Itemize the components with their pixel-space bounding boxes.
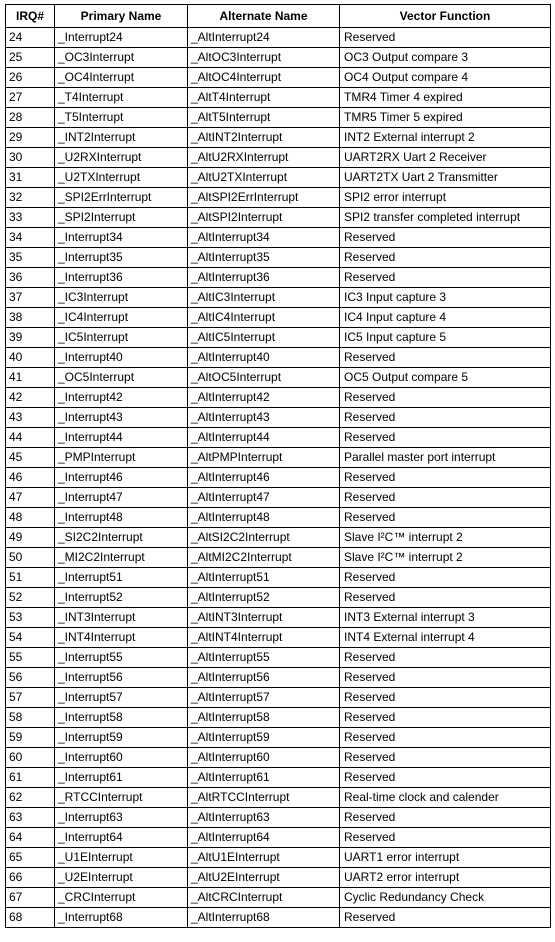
- vector-function-cell: INT2 External interrupt 2: [340, 128, 551, 148]
- irq-number-cell: 65: [6, 848, 55, 868]
- irq-number-cell: 40: [6, 348, 55, 368]
- table-row: [6, 768, 551, 788]
- alternate-name-cell: _AltInterrupt52: [188, 588, 340, 608]
- irq-number-cell: 27: [6, 88, 55, 108]
- alternate-name-cell: _AltMI2C2Interrupt: [188, 548, 340, 568]
- irq-number-cell: 36: [6, 268, 55, 288]
- primary-name-cell: _RTCCInterrupt: [55, 788, 188, 808]
- table-row: [6, 908, 551, 928]
- alternate-name-cell: _AltInterrupt34: [188, 228, 340, 248]
- header-irq: IRQ#: [6, 5, 55, 28]
- vector-function-cell: UART2TX Uart 2 Transmitter: [340, 168, 551, 188]
- table-row: [6, 548, 551, 568]
- vector-function-cell: Reserved: [340, 388, 551, 408]
- header-primary-name: Primary Name: [55, 5, 188, 28]
- vector-function-cell: OC3 Output compare 3: [340, 48, 551, 68]
- irq-number-cell: 25: [6, 48, 55, 68]
- alternate-name-cell: _AltInterrupt43: [188, 408, 340, 428]
- alternate-name-cell: _AltInterrupt36: [188, 268, 340, 288]
- table-row: [6, 408, 551, 428]
- vector-function-cell: UART2RX Uart 2 Receiver: [340, 148, 551, 168]
- table-row: [6, 48, 551, 68]
- irq-number-cell: 44: [6, 428, 55, 448]
- irq-number-cell: 24: [6, 28, 55, 48]
- alternate-name-cell: _AltIC5Interrupt: [188, 328, 340, 348]
- primary-name-cell: _Interrupt58: [55, 708, 188, 728]
- table-row: [6, 748, 551, 768]
- alternate-name-cell: _AltT5Interrupt: [188, 108, 340, 128]
- vector-function-cell: Slave I²C™ interrupt 2: [340, 528, 551, 548]
- vector-function-cell: Reserved: [340, 228, 551, 248]
- primary-name-cell: _Interrupt61: [55, 768, 188, 788]
- alternate-name-cell: _AltINT3Interrupt: [188, 608, 340, 628]
- irq-number-cell: 47: [6, 488, 55, 508]
- table-row: [6, 228, 551, 248]
- irq-number-cell: 67: [6, 888, 55, 908]
- alternate-name-cell: _AltOC4Interrupt: [188, 68, 340, 88]
- vector-function-cell: Reserved: [340, 28, 551, 48]
- vector-function-cell: Reserved: [340, 408, 551, 428]
- table-row: [6, 148, 551, 168]
- primary-name-cell: _Interrupt36: [55, 268, 188, 288]
- alternate-name-cell: _AltInterrupt56: [188, 668, 340, 688]
- vector-function-cell: Reserved: [340, 708, 551, 728]
- header-row: [6, 5, 551, 28]
- alternate-name-cell: _AltCRCInterrupt: [188, 888, 340, 908]
- primary-name-cell: _OC4Interrupt: [55, 68, 188, 88]
- irq-number-cell: 29: [6, 128, 55, 148]
- vector-function-cell: Reserved: [340, 808, 551, 828]
- alternate-name-cell: _AltINT2Interrupt: [188, 128, 340, 148]
- alternate-name-cell: _AltIC3Interrupt: [188, 288, 340, 308]
- table-row: [6, 128, 551, 148]
- table-row: [6, 888, 551, 908]
- primary-name-cell: _MI2C2Interrupt: [55, 548, 188, 568]
- alternate-name-cell: _AltInterrupt35: [188, 248, 340, 268]
- irq-number-cell: 35: [6, 248, 55, 268]
- primary-name-cell: _Interrupt57: [55, 688, 188, 708]
- vector-function-cell: Reserved: [340, 748, 551, 768]
- primary-name-cell: _Interrupt56: [55, 668, 188, 688]
- table-row: [6, 868, 551, 888]
- irq-number-cell: 37: [6, 288, 55, 308]
- irq-number-cell: 63: [6, 808, 55, 828]
- table-row: [6, 648, 551, 668]
- primary-name-cell: _INT3Interrupt: [55, 608, 188, 628]
- vector-function-cell: OC4 Output compare 4: [340, 68, 551, 88]
- irq-number-cell: 68: [6, 908, 55, 928]
- primary-name-cell: _INT4Interrupt: [55, 628, 188, 648]
- primary-name-cell: _Interrupt52: [55, 588, 188, 608]
- vector-function-cell: Reserved: [340, 828, 551, 848]
- table-body: [6, 28, 551, 928]
- primary-name-cell: _Interrupt64: [55, 828, 188, 848]
- irq-number-cell: 55: [6, 648, 55, 668]
- alternate-name-cell: _AltInterrupt55: [188, 648, 340, 668]
- primary-name-cell: _U2EInterrupt: [55, 868, 188, 888]
- vector-function-cell: IC4 Input capture 4: [340, 308, 551, 328]
- vector-function-cell: Reserved: [340, 268, 551, 288]
- alternate-name-cell: _AltOC5Interrupt: [188, 368, 340, 388]
- table-row: [6, 588, 551, 608]
- alternate-name-cell: _AltInterrupt60: [188, 748, 340, 768]
- primary-name-cell: _Interrupt34: [55, 228, 188, 248]
- primary-name-cell: _OC5Interrupt: [55, 368, 188, 388]
- table-row: [6, 268, 551, 288]
- vector-function-cell: Cyclic Redundancy Check: [340, 888, 551, 908]
- alternate-name-cell: _AltInterrupt48: [188, 508, 340, 528]
- primary-name-cell: _Interrupt24: [55, 28, 188, 48]
- vector-function-cell: Reserved: [340, 508, 551, 528]
- table-row: [6, 708, 551, 728]
- irq-number-cell: 58: [6, 708, 55, 728]
- vector-function-cell: Reserved: [340, 688, 551, 708]
- interrupt-vector-table: [5, 4, 551, 928]
- table-header: [6, 5, 551, 28]
- table-row: [6, 248, 551, 268]
- primary-name-cell: _Interrupt43: [55, 408, 188, 428]
- primary-name-cell: _INT2Interrupt: [55, 128, 188, 148]
- primary-name-cell: _CRCInterrupt: [55, 888, 188, 908]
- alternate-name-cell: _AltT4Interrupt: [188, 88, 340, 108]
- irq-number-cell: 33: [6, 208, 55, 228]
- table-row: [6, 108, 551, 128]
- alternate-name-cell: _AltOC3Interrupt: [188, 48, 340, 68]
- alternate-name-cell: _AltInterrupt57: [188, 688, 340, 708]
- vector-function-cell: Parallel master port interrupt: [340, 448, 551, 468]
- irq-number-cell: 62: [6, 788, 55, 808]
- alternate-name-cell: _AltInterrupt42: [188, 388, 340, 408]
- primary-name-cell: _T5Interrupt: [55, 108, 188, 128]
- alternate-name-cell: _AltInterrupt64: [188, 828, 340, 848]
- alternate-name-cell: _AltSI2C2Interrupt: [188, 528, 340, 548]
- table-row: [6, 628, 551, 648]
- header-vector-function: Vector Function: [340, 5, 551, 28]
- table-row: [6, 348, 551, 368]
- alternate-name-cell: _AltSPI2Interrupt: [188, 208, 340, 228]
- table-row: [6, 688, 551, 708]
- table-row: [6, 608, 551, 628]
- vector-function-cell: SPI2 error interrupt: [340, 188, 551, 208]
- primary-name-cell: _Interrupt40: [55, 348, 188, 368]
- alternate-name-cell: _AltInterrupt63: [188, 808, 340, 828]
- primary-name-cell: _U1EInterrupt: [55, 848, 188, 868]
- irq-number-cell: 30: [6, 148, 55, 168]
- irq-number-cell: 56: [6, 668, 55, 688]
- table-row: [6, 528, 551, 548]
- alternate-name-cell: _AltInterrupt51: [188, 568, 340, 588]
- vector-function-cell: Reserved: [340, 908, 551, 928]
- irq-number-cell: 54: [6, 628, 55, 648]
- irq-number-cell: 49: [6, 528, 55, 548]
- vector-function-cell: TMR4 Timer 4 expired: [340, 88, 551, 108]
- vector-function-cell: Reserved: [340, 248, 551, 268]
- table-row: [6, 288, 551, 308]
- table-row: [6, 568, 551, 588]
- irq-number-cell: 64: [6, 828, 55, 848]
- vector-function-cell: Reserved: [340, 728, 551, 748]
- table-row: [6, 168, 551, 188]
- primary-name-cell: _PMPInterrupt: [55, 448, 188, 468]
- primary-name-cell: _Interrupt47: [55, 488, 188, 508]
- alternate-name-cell: _AltInterrupt61: [188, 768, 340, 788]
- vector-function-cell: IC3 Input capture 3: [340, 288, 551, 308]
- alternate-name-cell: _AltInterrupt40: [188, 348, 340, 368]
- irq-number-cell: 61: [6, 768, 55, 788]
- alternate-name-cell: _AltInterrupt47: [188, 488, 340, 508]
- alternate-name-cell: _AltU2EInterrupt: [188, 868, 340, 888]
- irq-number-cell: 45: [6, 448, 55, 468]
- alternate-name-cell: _AltSPI2ErrInterrupt: [188, 188, 340, 208]
- vector-function-cell: Reserved: [340, 588, 551, 608]
- irq-number-cell: 38: [6, 308, 55, 328]
- alternate-name-cell: _AltRTCCInterrupt: [188, 788, 340, 808]
- vector-function-cell: UART1 error interrupt: [340, 848, 551, 868]
- vector-function-cell: Reserved: [340, 468, 551, 488]
- table-row: [6, 828, 551, 848]
- vector-function-cell: Reserved: [340, 768, 551, 788]
- vector-function-cell: SPI2 transfer completed interrupt: [340, 208, 551, 228]
- alternate-name-cell: _AltPMPInterrupt: [188, 448, 340, 468]
- alternate-name-cell: _AltInterrupt44: [188, 428, 340, 448]
- table-row: [6, 668, 551, 688]
- table-row: [6, 388, 551, 408]
- table-row: [6, 848, 551, 868]
- primary-name-cell: _IC3Interrupt: [55, 288, 188, 308]
- primary-name-cell: _Interrupt68: [55, 908, 188, 928]
- table-row: [6, 368, 551, 388]
- vector-function-cell: TMR5 Timer 5 expired: [340, 108, 551, 128]
- alternate-name-cell: _AltU1EInterrupt: [188, 848, 340, 868]
- primary-name-cell: _Interrupt42: [55, 388, 188, 408]
- vector-function-cell: Real-time clock and calender: [340, 788, 551, 808]
- primary-name-cell: _T4Interrupt: [55, 88, 188, 108]
- table-row: [6, 28, 551, 48]
- primary-name-cell: _Interrupt60: [55, 748, 188, 768]
- irq-number-cell: 42: [6, 388, 55, 408]
- alternate-name-cell: _AltU2RXInterrupt: [188, 148, 340, 168]
- irq-number-cell: 51: [6, 568, 55, 588]
- irq-number-cell: 39: [6, 328, 55, 348]
- irq-number-cell: 52: [6, 588, 55, 608]
- primary-name-cell: _IC5Interrupt: [55, 328, 188, 348]
- primary-name-cell: _Interrupt48: [55, 508, 188, 528]
- primary-name-cell: _SPI2Interrupt: [55, 208, 188, 228]
- table-row: [6, 68, 551, 88]
- alternate-name-cell: _AltINT4Interrupt: [188, 628, 340, 648]
- alternate-name-cell: _AltInterrupt58: [188, 708, 340, 728]
- irq-number-cell: 43: [6, 408, 55, 428]
- vector-function-cell: OC5 Output compare 5: [340, 368, 551, 388]
- table-row: [6, 328, 551, 348]
- table-row: [6, 508, 551, 528]
- primary-name-cell: _Interrupt44: [55, 428, 188, 448]
- irq-number-cell: 46: [6, 468, 55, 488]
- table-row: [6, 468, 551, 488]
- alternate-name-cell: _AltInterrupt68: [188, 908, 340, 928]
- vector-function-cell: Reserved: [340, 648, 551, 668]
- irq-number-cell: 66: [6, 868, 55, 888]
- table-row: [6, 808, 551, 828]
- vector-function-cell: Reserved: [340, 488, 551, 508]
- alternate-name-cell: _AltInterrupt46: [188, 468, 340, 488]
- primary-name-cell: _Interrupt35: [55, 248, 188, 268]
- irq-number-cell: 28: [6, 108, 55, 128]
- header-alternate-name: Alternate Name: [188, 5, 340, 28]
- alternate-name-cell: _AltInterrupt24: [188, 28, 340, 48]
- irq-number-cell: 53: [6, 608, 55, 628]
- vector-function-cell: INT4 External interrupt 4: [340, 628, 551, 648]
- vector-function-cell: UART2 error interrupt: [340, 868, 551, 888]
- irq-number-cell: 50: [6, 548, 55, 568]
- table-row: [6, 488, 551, 508]
- primary-name-cell: _Interrupt63: [55, 808, 188, 828]
- irq-number-cell: 34: [6, 228, 55, 248]
- table-row: [6, 788, 551, 808]
- primary-name-cell: _SPI2ErrInterrupt: [55, 188, 188, 208]
- irq-number-cell: 57: [6, 688, 55, 708]
- vector-function-cell: Reserved: [340, 428, 551, 448]
- alternate-name-cell: _AltU2TXInterrupt: [188, 168, 340, 188]
- vector-function-cell: IC5 Input capture 5: [340, 328, 551, 348]
- table-row: [6, 448, 551, 468]
- irq-number-cell: 26: [6, 68, 55, 88]
- irq-number-cell: 32: [6, 188, 55, 208]
- table-row: [6, 208, 551, 228]
- primary-name-cell: _Interrupt55: [55, 648, 188, 668]
- irq-number-cell: 48: [6, 508, 55, 528]
- table-row: [6, 308, 551, 328]
- irq-number-cell: 60: [6, 748, 55, 768]
- table-row: [6, 188, 551, 208]
- primary-name-cell: _Interrupt46: [55, 468, 188, 488]
- primary-name-cell: _SI2C2Interrupt: [55, 528, 188, 548]
- alternate-name-cell: _AltInterrupt59: [188, 728, 340, 748]
- vector-function-cell: Reserved: [340, 668, 551, 688]
- vector-function-cell: INT3 External interrupt 3: [340, 608, 551, 628]
- vector-function-cell: Reserved: [340, 348, 551, 368]
- irq-number-cell: 41: [6, 368, 55, 388]
- irq-number-cell: 31: [6, 168, 55, 188]
- primary-name-cell: _IC4Interrupt: [55, 308, 188, 328]
- vector-function-cell: Slave I²C™ interrupt 2: [340, 548, 551, 568]
- primary-name-cell: _OC3Interrupt: [55, 48, 188, 68]
- primary-name-cell: _Interrupt51: [55, 568, 188, 588]
- primary-name-cell: _Interrupt59: [55, 728, 188, 748]
- irq-number-cell: 59: [6, 728, 55, 748]
- table-row: [6, 428, 551, 448]
- alternate-name-cell: _AltIC4Interrupt: [188, 308, 340, 328]
- primary-name-cell: _U2TXInterrupt: [55, 168, 188, 188]
- primary-name-cell: _U2RXInterrupt: [55, 148, 188, 168]
- table-row: [6, 88, 551, 108]
- table-row: [6, 728, 551, 748]
- vector-function-cell: Reserved: [340, 568, 551, 588]
